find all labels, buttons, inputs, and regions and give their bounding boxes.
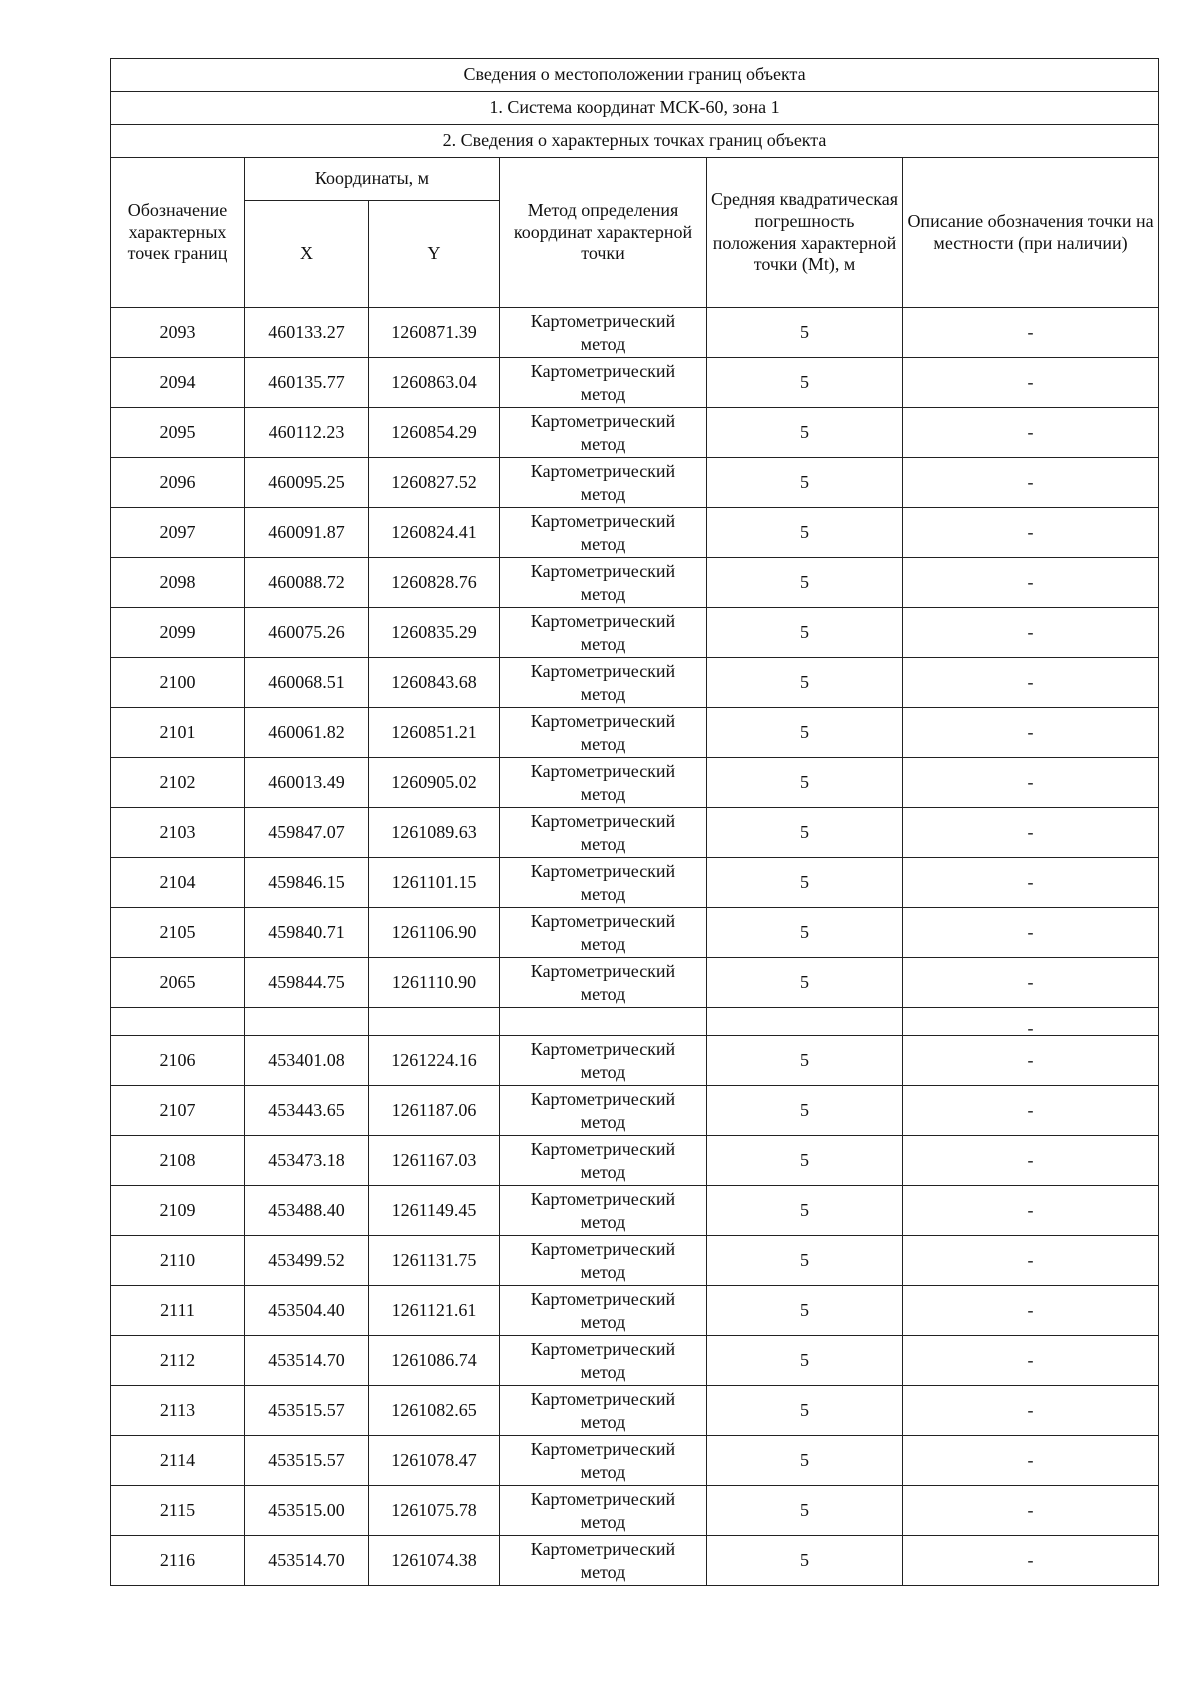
x-coordinate-cell: 453514.70: [245, 1536, 369, 1586]
description-cell: -: [903, 558, 1159, 608]
description-cell: -: [903, 1286, 1159, 1336]
description-cell: -: [903, 1236, 1159, 1286]
empty-cell: [369, 1008, 500, 1036]
table-row: [111, 708, 1159, 758]
point-id-cell: 2094: [111, 358, 245, 408]
error-cell: 5: [707, 358, 903, 408]
method-line-2: метод: [580, 1461, 626, 1482]
method-line-2: метод: [580, 833, 626, 854]
col-header-method: Метод определения координат характерной точки: [500, 158, 707, 308]
y-coordinate-cell: 1260835.29: [369, 608, 500, 658]
method-line-1: Картометрический: [530, 1388, 676, 1409]
description-cell: -: [903, 808, 1159, 858]
y-coordinate-cell: 1260843.68: [369, 658, 500, 708]
y-coordinate-cell: 1260851.21: [369, 708, 500, 758]
point-id-cell: 2096: [111, 458, 245, 508]
x-coordinate-cell: 459846.15: [245, 858, 369, 908]
point-id-cell: 2116: [111, 1536, 245, 1586]
method-line-1: Картометрический: [530, 1138, 676, 1159]
description-cell: -: [903, 908, 1159, 958]
x-coordinate-cell: 453515.57: [245, 1386, 369, 1436]
point-id-cell: 2104: [111, 858, 245, 908]
point-id-cell: 2113: [111, 1386, 245, 1436]
method-cell: [500, 858, 707, 908]
empty-cell: [111, 1008, 245, 1036]
method-line-1: Картометрический: [530, 960, 676, 981]
y-coordinate-cell: 1260863.04: [369, 358, 500, 408]
point-id-cell: 2097: [111, 508, 245, 558]
point-id-cell: 2106: [111, 1036, 245, 1086]
x-coordinate-cell: 453488.40: [245, 1186, 369, 1236]
y-coordinate-cell: 1261086.74: [369, 1336, 500, 1386]
y-coordinate-cell: 1260905.02: [369, 758, 500, 808]
error-cell: 5: [707, 1436, 903, 1486]
method-cell: [500, 1036, 707, 1086]
method-cell: [500, 1386, 707, 1436]
method-cell: [500, 758, 707, 808]
table-row: [111, 1486, 1159, 1536]
table-row: [111, 1286, 1159, 1336]
empty-cell: [707, 1008, 903, 1036]
method-line-2: метод: [580, 1511, 626, 1532]
method-cell: [500, 908, 707, 958]
method-line-1: Картометрический: [530, 1088, 676, 1109]
error-cell: 5: [707, 1286, 903, 1336]
error-cell: 5: [707, 908, 903, 958]
description-cell: -: [903, 1536, 1159, 1586]
y-coordinate-cell: 1261075.78: [369, 1486, 500, 1536]
method-line-1: Картометрический: [530, 860, 676, 881]
method-line-2: метод: [580, 583, 626, 604]
y-coordinate-cell: 1260824.41: [369, 508, 500, 558]
x-coordinate-cell: 460088.72: [245, 558, 369, 608]
description-cell: -: [903, 858, 1159, 908]
error-cell: 5: [707, 858, 903, 908]
x-coordinate-cell: 453499.52: [245, 1236, 369, 1286]
point-id-cell: 2107: [111, 1086, 245, 1136]
table-row: [111, 1086, 1159, 1136]
method-line-1: Картометрический: [530, 510, 676, 531]
table-row: [111, 608, 1159, 658]
error-cell: 5: [707, 1086, 903, 1136]
error-cell: 5: [707, 1186, 903, 1236]
x-coordinate-cell: 453504.40: [245, 1286, 369, 1336]
x-coordinate-cell: 459840.71: [245, 908, 369, 958]
description-cell: -: [903, 1086, 1159, 1136]
x-coordinate-cell: 459847.07: [245, 808, 369, 858]
method-line-2: метод: [580, 1061, 626, 1082]
y-coordinate-cell: 1261167.03: [369, 1136, 500, 1186]
y-coordinate-cell: 1261149.45: [369, 1186, 500, 1236]
x-coordinate-cell: 453515.00: [245, 1486, 369, 1536]
x-coordinate-cell: 460112.23: [245, 408, 369, 458]
x-coordinate-cell: 460091.87: [245, 508, 369, 558]
method-line-1: Картометрический: [530, 1338, 676, 1359]
description-cell: -: [903, 358, 1159, 408]
x-coordinate-cell: 459844.75: [245, 958, 369, 1008]
table-row: [111, 508, 1159, 558]
method-line-1: Картометрический: [530, 1188, 676, 1209]
method-line-1: Картометрический: [530, 1438, 676, 1459]
method-cell: [500, 508, 707, 558]
x-coordinate-cell: 453401.08: [245, 1036, 369, 1086]
x-coordinate-cell: 460133.27: [245, 308, 369, 358]
x-coordinate-cell: 460068.51: [245, 658, 369, 708]
method-cell: [500, 1336, 707, 1386]
point-id-cell: 2101: [111, 708, 245, 758]
boundary-points-table: [110, 58, 1159, 1586]
description-cell: -: [903, 758, 1159, 808]
method-cell: [500, 958, 707, 1008]
empty-cell: [245, 1008, 369, 1036]
method-line-2: метод: [580, 933, 626, 954]
point-id-cell: 2105: [111, 908, 245, 958]
point-id-cell: 2065: [111, 958, 245, 1008]
point-id-cell: 2098: [111, 558, 245, 608]
error-cell: 5: [707, 1236, 903, 1286]
y-coordinate-cell: 1261224.16: [369, 1036, 500, 1086]
method-cell: [500, 1536, 707, 1586]
error-cell: 5: [707, 558, 903, 608]
y-coordinate-cell: 1261187.06: [369, 1086, 500, 1136]
y-coordinate-cell: 1261082.65: [369, 1386, 500, 1436]
method-line-2: метод: [580, 683, 626, 704]
y-coordinate-cell: 1260827.52: [369, 458, 500, 508]
method-line-2: метод: [580, 533, 626, 554]
empty-cell: [500, 1008, 707, 1036]
description-cell: -: [903, 1386, 1159, 1436]
method-line-1: Картометрический: [530, 660, 676, 681]
point-id-cell: 2103: [111, 808, 245, 858]
error-cell: 5: [707, 1136, 903, 1186]
error-cell: 5: [707, 308, 903, 358]
table-row: [111, 858, 1159, 908]
col-header-error: Средняя квадратическая погрешность положения характерной точки (Mt), м: [707, 158, 903, 308]
y-coordinate-cell: 1260854.29: [369, 408, 500, 458]
method-line-1: Картометрический: [530, 710, 676, 731]
error-cell: 5: [707, 408, 903, 458]
description-cell: -: [903, 708, 1159, 758]
method-line-1: Картометрический: [530, 810, 676, 831]
method-line-1: Картометрический: [530, 560, 676, 581]
y-coordinate-cell: 1260828.76: [369, 558, 500, 608]
description-cell: -: [903, 1136, 1159, 1186]
error-cell: 5: [707, 808, 903, 858]
method-cell: [500, 1186, 707, 1236]
point-id-cell: 2109: [111, 1186, 245, 1236]
error-cell: 5: [707, 1486, 903, 1536]
y-coordinate-cell: 1261110.90: [369, 958, 500, 1008]
x-coordinate-cell: 460095.25: [245, 458, 369, 508]
method-cell: [500, 1486, 707, 1536]
method-cell: [500, 1086, 707, 1136]
method-line-2: метод: [580, 1261, 626, 1282]
description-cell: -: [903, 958, 1159, 1008]
y-coordinate-cell: 1261101.15: [369, 858, 500, 908]
method-line-2: метод: [580, 1211, 626, 1232]
method-line-2: метод: [580, 783, 626, 804]
point-id-cell: 2111: [111, 1286, 245, 1336]
table-row: [111, 408, 1159, 458]
point-id-cell: 2099: [111, 608, 245, 658]
point-id-cell: 2114: [111, 1436, 245, 1486]
method-line-1: Картометрический: [530, 1288, 676, 1309]
method-line-2: метод: [580, 383, 626, 404]
y-coordinate-cell: 1260871.39: [369, 308, 500, 358]
description-cell: -: [903, 308, 1159, 358]
method-cell: [500, 708, 707, 758]
col-header-x: X: [245, 201, 369, 308]
table-row: [111, 308, 1159, 358]
description-cell: -: [903, 608, 1159, 658]
description-cell: -: [903, 658, 1159, 708]
error-cell: 5: [707, 958, 903, 1008]
description-cell: -: [903, 1336, 1159, 1386]
table-row: [111, 808, 1159, 858]
method-cell: [500, 1136, 707, 1186]
col-header-description: Описание обозначения точки на местности (при наличии): [903, 158, 1159, 308]
point-id-cell: 2100: [111, 658, 245, 708]
method-cell: [500, 1236, 707, 1286]
method-line-1: Картометрический: [530, 910, 676, 931]
y-coordinate-cell: 1261106.90: [369, 908, 500, 958]
description-cell: -: [903, 1186, 1159, 1236]
error-cell: 5: [707, 758, 903, 808]
error-cell: 5: [707, 708, 903, 758]
method-line-2: метод: [580, 333, 626, 354]
x-coordinate-cell: 460135.77: [245, 358, 369, 408]
description-cell: -: [903, 508, 1159, 558]
method-line-1: Картометрический: [530, 460, 676, 481]
table-title: Сведения о местоположении границ объекта: [111, 59, 1159, 92]
table-row: [111, 958, 1159, 1008]
method-line-2: метод: [580, 433, 626, 454]
table-row: [111, 1186, 1159, 1236]
x-coordinate-cell: 453515.57: [245, 1436, 369, 1486]
point-id-cell: 2112: [111, 1336, 245, 1386]
error-cell: 5: [707, 608, 903, 658]
method-cell: [500, 558, 707, 608]
method-cell: [500, 1436, 707, 1486]
table-row: [111, 908, 1159, 958]
method-line-2: метод: [580, 1411, 626, 1432]
method-cell: [500, 658, 707, 708]
error-cell: 5: [707, 1336, 903, 1386]
x-coordinate-cell: 460061.82: [245, 708, 369, 758]
description-cell: -: [903, 1036, 1159, 1086]
point-id-cell: 2110: [111, 1236, 245, 1286]
separator-row: [111, 1008, 1159, 1036]
table-row: [111, 1036, 1159, 1086]
method-cell: [500, 458, 707, 508]
x-coordinate-cell: 453443.65: [245, 1086, 369, 1136]
table-row: [111, 358, 1159, 408]
method-cell: [500, 1286, 707, 1336]
y-coordinate-cell: 1261074.38: [369, 1536, 500, 1586]
method-cell: [500, 608, 707, 658]
method-line-2: метод: [580, 1111, 626, 1132]
x-coordinate-cell: 460013.49: [245, 758, 369, 808]
x-coordinate-cell: 453473.18: [245, 1136, 369, 1186]
point-id-cell: 2108: [111, 1136, 245, 1186]
error-cell: 5: [707, 1536, 903, 1586]
boundary-points-sheet: [110, 58, 1158, 1586]
points-section-title: 2. Сведения о характерных точках границ объекта: [111, 125, 1159, 158]
method-cell: [500, 408, 707, 458]
method-line-1: Картометрический: [530, 310, 676, 331]
y-coordinate-cell: 1261089.63: [369, 808, 500, 858]
method-line-2: метод: [580, 1561, 626, 1582]
error-cell: 5: [707, 508, 903, 558]
table-row: [111, 458, 1159, 508]
error-cell: 5: [707, 658, 903, 708]
point-id-cell: 2095: [111, 408, 245, 458]
method-line-1: Картометрический: [530, 1538, 676, 1559]
point-id-cell: 2115: [111, 1486, 245, 1536]
method-line-1: Картометрический: [530, 360, 676, 381]
method-line-2: метод: [580, 483, 626, 504]
col-header-y: Y: [369, 201, 500, 308]
method-line-1: Картометрический: [530, 1238, 676, 1259]
description-cell: -: [903, 1486, 1159, 1536]
method-line-1: Картометрический: [530, 1488, 676, 1509]
y-coordinate-cell: 1261131.75: [369, 1236, 500, 1286]
method-line-1: Картометрический: [530, 760, 676, 781]
method-line-2: метод: [580, 733, 626, 754]
method-line-2: метод: [580, 1361, 626, 1382]
error-cell: 5: [707, 1386, 903, 1436]
col-header-coordinates: Координаты, м: [245, 158, 500, 201]
method-line-2: метод: [580, 983, 626, 1004]
method-cell: [500, 808, 707, 858]
method-cell: [500, 358, 707, 408]
table-row: [111, 658, 1159, 708]
method-line-2: метод: [580, 1311, 626, 1332]
description-cell: -: [903, 458, 1159, 508]
y-coordinate-cell: 1261121.61: [369, 1286, 500, 1336]
table-row: [111, 758, 1159, 808]
table-row: [111, 1536, 1159, 1586]
y-coordinate-cell: 1261078.47: [369, 1436, 500, 1486]
point-id-cell: 2102: [111, 758, 245, 808]
description-cell: -: [903, 1436, 1159, 1486]
method-line-2: метод: [580, 633, 626, 654]
description-cell: -: [903, 408, 1159, 458]
table-row: [111, 1136, 1159, 1186]
method-line-2: метод: [580, 883, 626, 904]
col-header-designation: Обозначение характерных точек границ: [111, 158, 245, 308]
table-row: [111, 1386, 1159, 1436]
method-cell: [500, 308, 707, 358]
method-line-1: Картометрический: [530, 1038, 676, 1059]
x-coordinate-cell: 460075.26: [245, 608, 369, 658]
separator-description-cell: -: [903, 1008, 1159, 1036]
table-row: [111, 558, 1159, 608]
method-line-1: Картометрический: [530, 410, 676, 431]
table-row: [111, 1236, 1159, 1286]
method-line-1: Картометрический: [530, 610, 676, 631]
table-row: [111, 1336, 1159, 1386]
x-coordinate-cell: 453514.70: [245, 1336, 369, 1386]
table-row: [111, 1436, 1159, 1486]
coordinate-system: 1. Система координат МСК-60, зона 1: [111, 92, 1159, 125]
method-line-2: метод: [580, 1161, 626, 1182]
error-cell: 5: [707, 1036, 903, 1086]
error-cell: 5: [707, 458, 903, 508]
point-id-cell: 2093: [111, 308, 245, 358]
